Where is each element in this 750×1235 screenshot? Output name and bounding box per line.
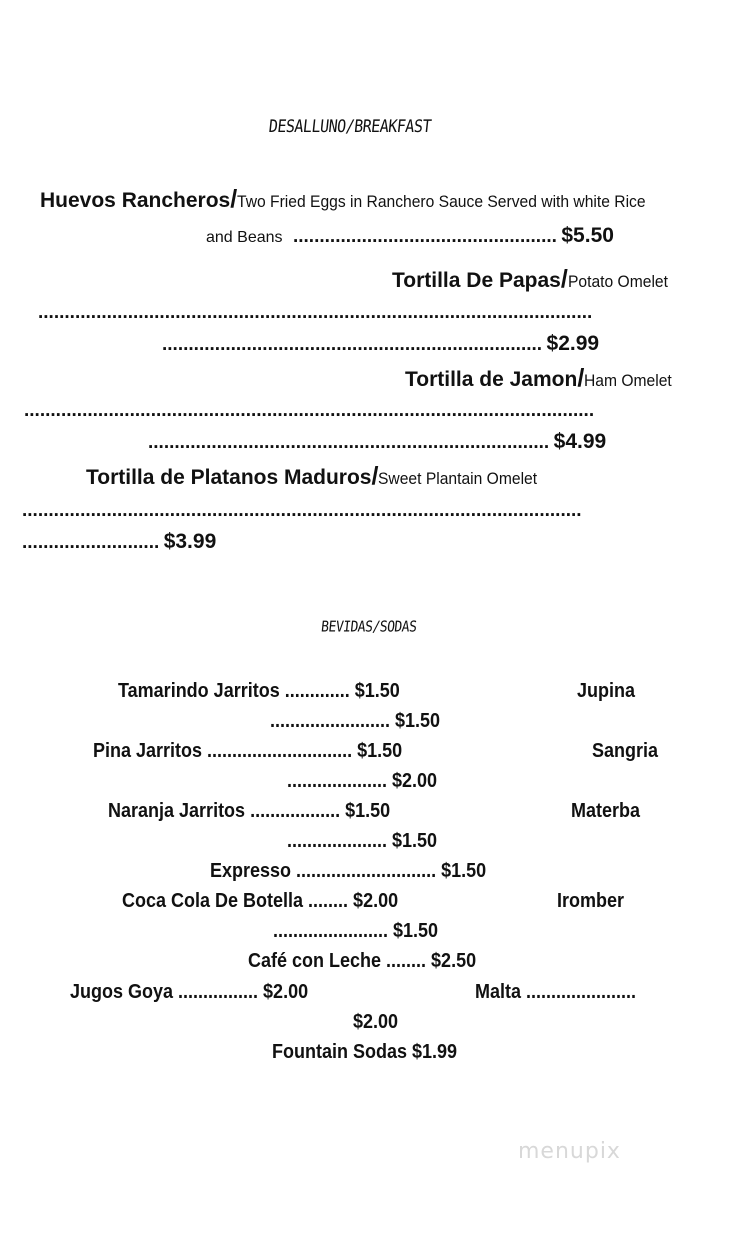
item-slash: / xyxy=(230,185,238,213)
item-slash: / xyxy=(560,265,568,293)
item-price: $3.99 xyxy=(163,530,217,553)
item-dots-line: ............................................................................................................ xyxy=(24,400,595,421)
menu-item-tortilla-de-jamon-price-line xyxy=(148,430,606,454)
item-description: Two Fried Eggs in Ranchero Sauce Served with white Rice xyxy=(237,192,646,211)
drink-line-right: Iromber xyxy=(557,890,625,912)
item-description: Ham Omelet xyxy=(584,371,673,390)
item-name: Huevos Rancheros xyxy=(40,189,231,212)
item-dots-line: .......................................................................................................... xyxy=(22,500,582,521)
item-dots: .......................... xyxy=(22,532,160,553)
item-slash: / xyxy=(577,364,585,392)
drink-line: Fountain Sodas $1.99 xyxy=(272,1041,458,1063)
drink-line: Coca Cola De Botella ........ $2.00 xyxy=(122,890,399,912)
drink-line: ....................... $1.50 xyxy=(273,920,439,942)
item-name: Tortilla de Platanos Maduros xyxy=(86,466,372,489)
drinks-heading: BEVIDAS/SODAS xyxy=(320,619,418,637)
drink-line: .................... $1.50 xyxy=(287,830,438,852)
drink-line-right: Materba xyxy=(571,800,641,822)
item-dots: ............................................................................ xyxy=(148,432,550,453)
item-dots: .................................................. xyxy=(292,226,557,247)
drink-line: Pina Jarritos ............................. $1.50 xyxy=(93,740,403,762)
menu-item-tortilla-de-papas-price-line xyxy=(162,332,599,356)
drink-line: .................... $2.00 xyxy=(287,770,438,792)
drink-line: Naranja Jarritos .................. $1.50 xyxy=(108,800,391,822)
item-price: $5.50 xyxy=(561,224,614,247)
drink-line: Café con Leche ........ $2.50 xyxy=(248,950,477,972)
drink-line-right: Sangria xyxy=(592,740,659,762)
drink-line-right: Jupina xyxy=(577,680,636,702)
item-description-cont: and Beans xyxy=(206,229,283,246)
drink-line-right: Malta ...................... xyxy=(475,981,637,1003)
drink-line: ........................ $1.50 xyxy=(270,710,441,732)
watermark-logo: menupix xyxy=(518,1139,621,1164)
item-price: $4.99 xyxy=(553,430,607,453)
menu-item-tortilla-de-platanos-price-line xyxy=(22,530,216,554)
item-name: Tortilla De Papas xyxy=(392,269,561,292)
drink-line: $2.00 xyxy=(353,1011,399,1033)
item-description: Potato Omelet xyxy=(567,272,668,291)
menu-item-tortilla-de-platanos-maduros xyxy=(86,462,551,491)
item-slash: / xyxy=(371,462,379,490)
breakfast-heading: DESALLUNO/BREAKFAST xyxy=(267,116,433,137)
item-name: Tortilla de Jamon xyxy=(405,368,578,391)
menu-item-tortilla-de-jamon xyxy=(405,364,680,393)
item-dots-line: ......................................................................................................... xyxy=(38,302,593,323)
item-description: Sweet Plantain Omelet xyxy=(378,469,538,488)
drink-line: Expresso ............................ $1.50 xyxy=(210,860,487,882)
menu-item-huevos-rancheros-line2 xyxy=(206,224,614,248)
menu-item-huevos-rancheros xyxy=(40,185,681,214)
drink-line: Tamarindo Jarritos ............. $1.50 xyxy=(118,680,400,702)
menu-item-tortilla-de-papas xyxy=(392,265,676,294)
item-dots: ........................................................................ xyxy=(162,334,543,355)
item-price: $2.99 xyxy=(546,332,600,355)
drink-line: Jugos Goya ................ $2.00 xyxy=(70,981,309,1003)
